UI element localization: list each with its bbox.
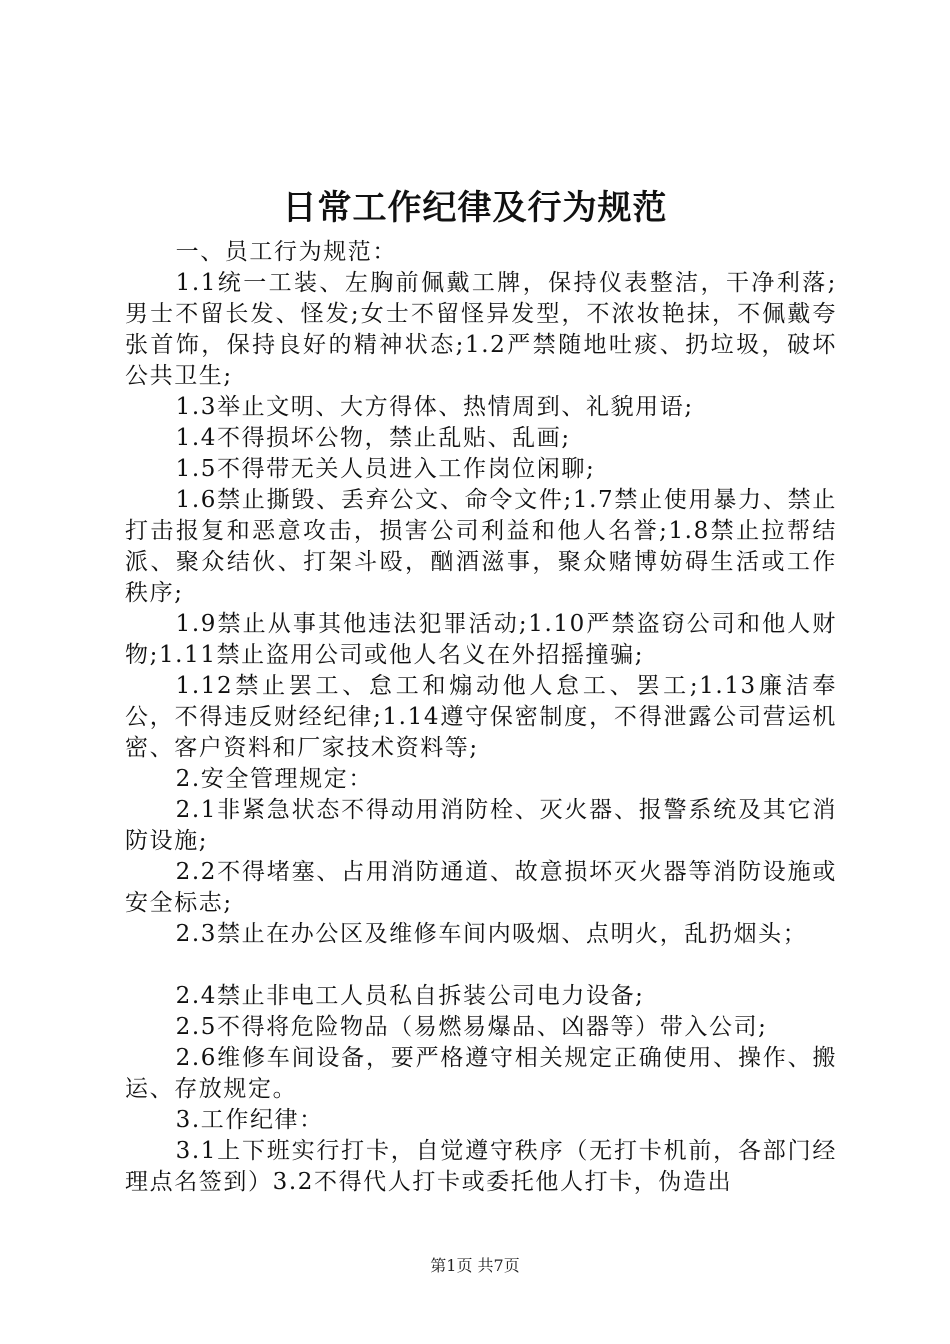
paragraph-1-9: 1.9禁止从事其他违法犯罪活动;1.10严禁盗窃公司和他人财物;1.11禁止盗用公司或他人名义在外招摇撞骗; — [125, 611, 837, 668]
paragraph-2-4: 2.4禁止非电工人员私自拆装公司电力设备; — [175, 983, 645, 1009]
section-heading-1: 一、员工行为规范： — [175, 239, 397, 265]
paragraph-1-1: 1.1统一工装、左胸前佩戴工牌，保持仪表整洁，干净利落;男士不留长发、怪发;女士不留怪异发型，不浓妆艳抹，不佩戴夸张首饰，保持良好的精神状态;1.2严禁随地吐痰、扔垃圾，破坏公共卫生; — [125, 270, 837, 389]
paragraph-3-1: 3.1上下班实行打卡，自觉遵守秩序（无打卡机前，各部门经理点名签到）3.2不得代人打卡或委托他人打卡，伪造出 — [125, 1138, 837, 1195]
paragraph-2-2: 2.2不得堵塞、占用消防通道、故意损坏灭火器等消防设施或安全标志; — [125, 859, 837, 916]
paragraph-1-5: 1.5不得带无关人员进入工作岗位闲聊; — [175, 456, 596, 482]
document-title: 日常工作纪律及行为规范 — [282, 188, 668, 228]
section-heading-2: 2.安全管理规定： — [175, 766, 373, 792]
paragraph-1-4: 1.4不得损坏公物，禁止乱贴、乱画; — [175, 425, 571, 451]
paragraph-2-5: 2.5不得将危险物品（易燃易爆品、凶器等）带入公司; — [175, 1014, 768, 1040]
paragraph-2-1: 2.1非紧急状态不得动用消防栓、灭火器、报警系统及其它消防设施; — [125, 797, 837, 854]
paragraph-2-6: 2.6维修车间设备，要严格遵守相关规定正确使用、操作、搬运、存放规定。 — [125, 1045, 837, 1102]
paragraph-2-3: 2.3禁止在办公区及维修车间内吸烟、点明火，乱扔烟头； — [175, 921, 808, 947]
document-body — [125, 237, 837, 1198]
paragraph-1-6: 1.6禁止撕毁、丢弃公文、命令文件;1.7禁止使用暴力、禁止打击报复和恶意攻击，损害公司利益和他人名誉;1.8禁止拉帮结派、聚众结伙、打架斗殴，酗酒滋事，聚众赌博妨碍生活或工作秩序; — [125, 487, 837, 606]
paragraph-1-3: 1.3举止文明、大方得体、热情周到、礼貌用语; — [175, 394, 694, 420]
paragraph-1-12: 1.12禁止罢工、怠工和煽动他人怠工、罢工;1.13廉洁奉公，不得违反财经纪律;1.14遵守保密制度，不得泄露公司营运机密、客户资料和厂家技术资料等; — [125, 673, 837, 761]
section-heading-3: 3.工作纪律： — [175, 1107, 324, 1133]
page-number-footer: 第1页 共7页 — [430, 1256, 520, 1275]
